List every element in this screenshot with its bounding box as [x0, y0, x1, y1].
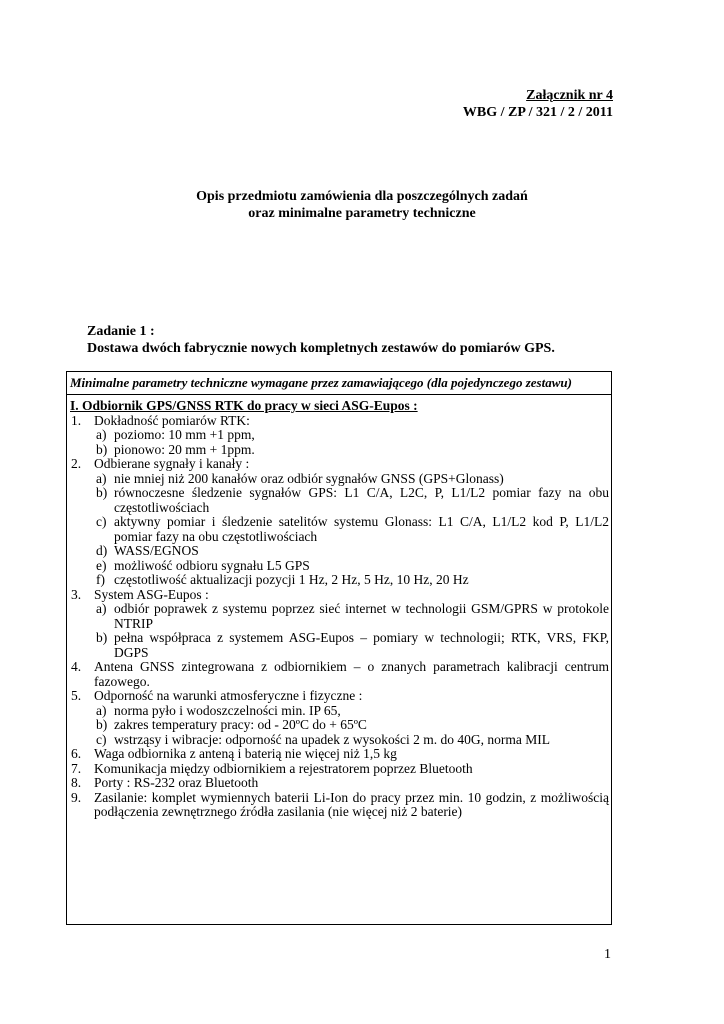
- sub-item-letter: a): [96, 470, 107, 486]
- sub-item: [67, 573, 611, 588]
- sub-item-text: WASS/EGNOS: [114, 543, 199, 558]
- list-item-text: Waga odbiornika z anteną i baterią nie więcej niż 1,5 kg: [94, 746, 397, 761]
- sub-item: [67, 544, 611, 559]
- list-item: [67, 747, 611, 762]
- list-item-number: 5.: [71, 688, 82, 703]
- sub-item-letter: c): [96, 731, 107, 747]
- list-item-number: 3.: [71, 586, 82, 602]
- list-item: [67, 689, 611, 704]
- document-title-line-2: oraz minimalne parametry techniczne: [248, 206, 476, 221]
- list-item-text: System ASG-Eupos :: [94, 586, 209, 602]
- list-item: [67, 776, 611, 791]
- sub-item-letter: b): [96, 441, 108, 457]
- list-item-number: 9.: [71, 789, 82, 805]
- list-item: [67, 660, 611, 689]
- sub-item-text: nie mniej niż 200 kanałów oraz odbiór sygnałów GNSS (GPS+Glonass): [114, 470, 504, 486]
- sub-item-letter: d): [96, 543, 108, 558]
- list-item-number: 4.: [71, 659, 82, 674]
- sub-item-text: równoczesne śledzenie sygnałów GPS: L1 C/A, L2C, P, L1/L2 pomiar fazy na obu częstotliwościach: [114, 485, 609, 515]
- list-item-text: Komunikacja między odbiornikiem a rejestratorem poprzez Bluetooth: [94, 760, 473, 776]
- section-title: I. Odbiornik GPS/GNSS RTK do pracy w sieci ASG-Eupos :: [70, 398, 418, 413]
- sub-item-text: częstotliwość aktualizacji pozycji 1 Hz, 2 Hz, 5 Hz, 10 Hz, 20 Hz: [114, 572, 469, 587]
- sub-item: [67, 486, 611, 515]
- sub-item-text: zakres temperatury pracy: od - 20ºC do + 65ºC: [114, 717, 367, 732]
- requirements-list: [67, 414, 611, 820]
- sub-item-text: poziomo: 10 mm +1 ppm,: [114, 427, 255, 442]
- list-item: [67, 588, 611, 603]
- sub-item: [67, 472, 611, 487]
- sub-item-text: aktywny pomiar i śledzenie satelitów systemu Glonass: L1 C/A, L1/L2 kod P, L1/L2 pomiar fazy na obu częstotliwościach: [114, 514, 609, 544]
- list-item-text: Zasilanie: komplet wymiennych baterii Li-Ion do pracy przez min. 10 godzin, z możliwością podłączenia zewnętrznego źródła zasilania (nie więcej niż 2 baterie): [94, 789, 609, 819]
- sub-item-letter: f): [96, 572, 105, 587]
- sub-item-text: możliwość odbioru sygnału L5 GPS: [114, 557, 310, 573]
- sub-item-text: odbiór poprawek z systemu poprzez sieć internet w technologii GSM/GPRS w protokole NTRIP: [114, 601, 609, 631]
- sub-item: [67, 631, 611, 660]
- list-item-number: 8.: [71, 775, 82, 790]
- list-item: [67, 791, 611, 820]
- table-body: [67, 395, 611, 820]
- sub-item: [67, 515, 611, 544]
- sub-item-text: wstrząsy i wibracje: odporność na upadek z wysokości 2 m. do 40G, norma MIL: [114, 731, 551, 747]
- task-description: Dostawa dwóch fabrycznie nowych kompletnych zestawów do pomiarów GPS.: [87, 341, 555, 356]
- document-title-line-1: Opis przedmiotu zamówienia dla poszczególnych zadań: [196, 189, 528, 204]
- sub-item-text: pionowo: 20 mm + 1ppm.: [114, 441, 255, 457]
- list-item-number: 2.: [71, 456, 82, 471]
- list-item: [67, 414, 611, 429]
- sub-item: [67, 704, 611, 719]
- sub-item-letter: b): [96, 630, 108, 645]
- sub-item: [67, 718, 611, 733]
- list-item-text: Antena GNSS zintegrowana z odbiornikiem – o znanych parametrach kalibracji centrum fazowego.: [94, 659, 609, 689]
- list-item-text: Porty : RS-232 oraz Bluetooth: [94, 775, 259, 790]
- list-item: [67, 457, 611, 472]
- sub-item-text: norma pyło i wodoszczelności min. IP 65,: [114, 702, 341, 718]
- task-label: Zadanie 1 :: [87, 324, 155, 339]
- list-item-text: Odbierane sygnały i kanały :: [94, 456, 250, 471]
- sub-item-text: pełna współpraca z systemem ASG-Eupos – pomiary w technologii; RTK, VRS, FKP, DGPS: [114, 630, 609, 660]
- sub-item-letter: c): [96, 514, 107, 529]
- list-item: [67, 762, 611, 777]
- list-item-number: 1.: [71, 412, 82, 428]
- sub-item-letter: b): [96, 717, 108, 732]
- sub-item-letter: b): [96, 485, 108, 500]
- sub-item-letter: a): [96, 601, 107, 616]
- sub-item: [67, 733, 611, 748]
- sub-item: [67, 602, 611, 631]
- sub-item-letter: e): [96, 557, 107, 573]
- table-header: Minimalne parametry techniczne wymagane przez zamawiającego (dla pojedynczego zestawu): [67, 372, 611, 395]
- list-item-text: Odporność na warunki atmosferyczne i fizyczne :: [94, 688, 363, 703]
- parameters-table: [66, 371, 612, 925]
- sub-item: [67, 428, 611, 443]
- annex-title: Załącznik nr 4: [526, 88, 613, 103]
- sub-item-letter: a): [96, 702, 107, 718]
- annex-reference: WBG / ZP / 321 / 2 / 2011: [462, 105, 613, 120]
- list-item-text: Dokładność pomiarów RTK:: [94, 412, 250, 428]
- list-item-number: 6.: [71, 746, 82, 761]
- sub-item: [67, 443, 611, 458]
- sub-item-letter: a): [96, 427, 107, 442]
- list-item-number: 7.: [71, 760, 82, 776]
- sub-item: [67, 559, 611, 574]
- page-number: 1: [604, 947, 611, 962]
